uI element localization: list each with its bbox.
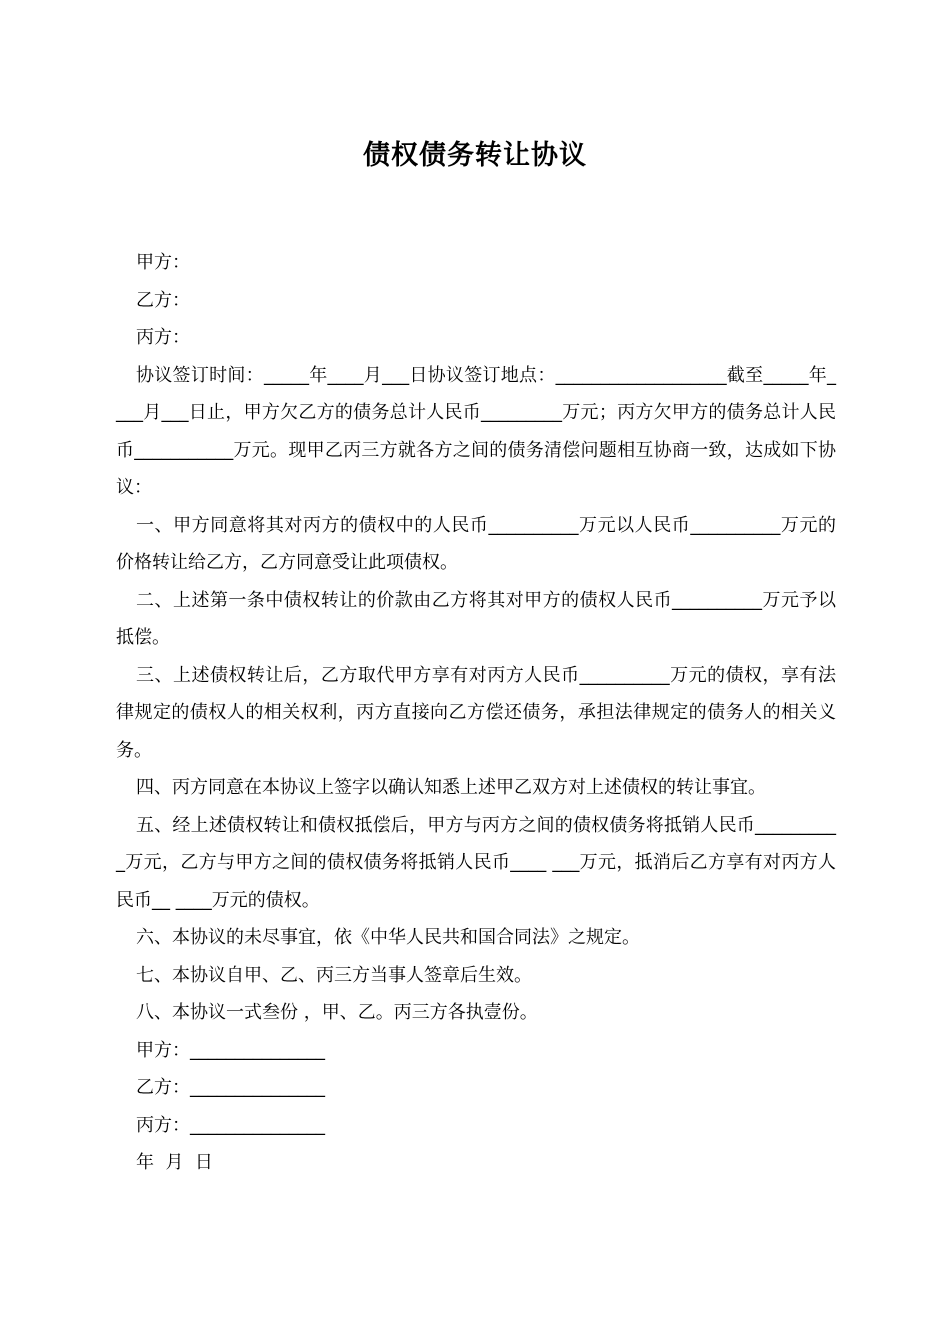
document-title: 债权债务转让协议 (363, 140, 587, 171)
clause-7: 七、本协议自甲、乙、丙三方当事人签章后生效。 (136, 964, 532, 986)
signature-bing: 丙方：_______________ (136, 1114, 325, 1136)
signature-jia: 甲方：_______________ (136, 1039, 325, 1061)
clause-2: 二、上述第一条中债权转让的价款由乙方将其对甲方的债权人民币__________万元予以抵偿。 (116, 589, 836, 648)
party-yi-line: 乙方： (136, 289, 190, 311)
clause-6: 六、本协议的未尽事宜，依《中华人民共和国合同法》之规定。 (136, 927, 640, 948)
clause-4: 四、丙方同意在本协议上签字以确认知悉上述甲乙双方对上述债权的转让事宜。 (136, 777, 766, 798)
party-bing-line: 丙方： (136, 327, 190, 348)
document-body (116, 244, 836, 1182)
party-jia-line: 甲方： (136, 252, 190, 273)
preamble-paragraph: 协议签订时间：_____年____月___日协议签订地点：___________________截至_____年____月___日止，甲方欠乙方的债务总计人民币_________万元；丙方欠甲方的债务总计人民币___________万元。现甲乙丙三方就各方之间的债务清偿问题相互协商一致，达成如下协议： (116, 364, 836, 498)
clause-1: 一、甲方同意将其对丙方的债权中的人民币__________万元以人民币__________万元的价格转让给乙方，乙方同意受让此项债权。 (116, 514, 836, 573)
clause-3: 三、上述债权转让后，乙方取代甲方享有对丙方人民币__________万元的债权，享有法律规定的债权人的相关权利，丙方直接向乙方偿还债务，承担法律规定的债务人的相关义务。 (116, 664, 836, 761)
signature-yi: 乙方：_______________ (136, 1077, 325, 1098)
clause-5: 五、经上述债权转让和债权抵偿后，甲方与丙方之间的债权债务将抵销人民币__________万元，乙方与甲方之间的债权债务将抵销人民币____ ___万元，抵消后乙方享有对丙方人民币__ ____万元的债权。 (116, 814, 836, 911)
clause-8: 八、本协议一式叁份 ，甲、乙。丙三方各执壹份。 (136, 1002, 538, 1023)
signature-date: 年 月 日 (136, 1152, 213, 1173)
